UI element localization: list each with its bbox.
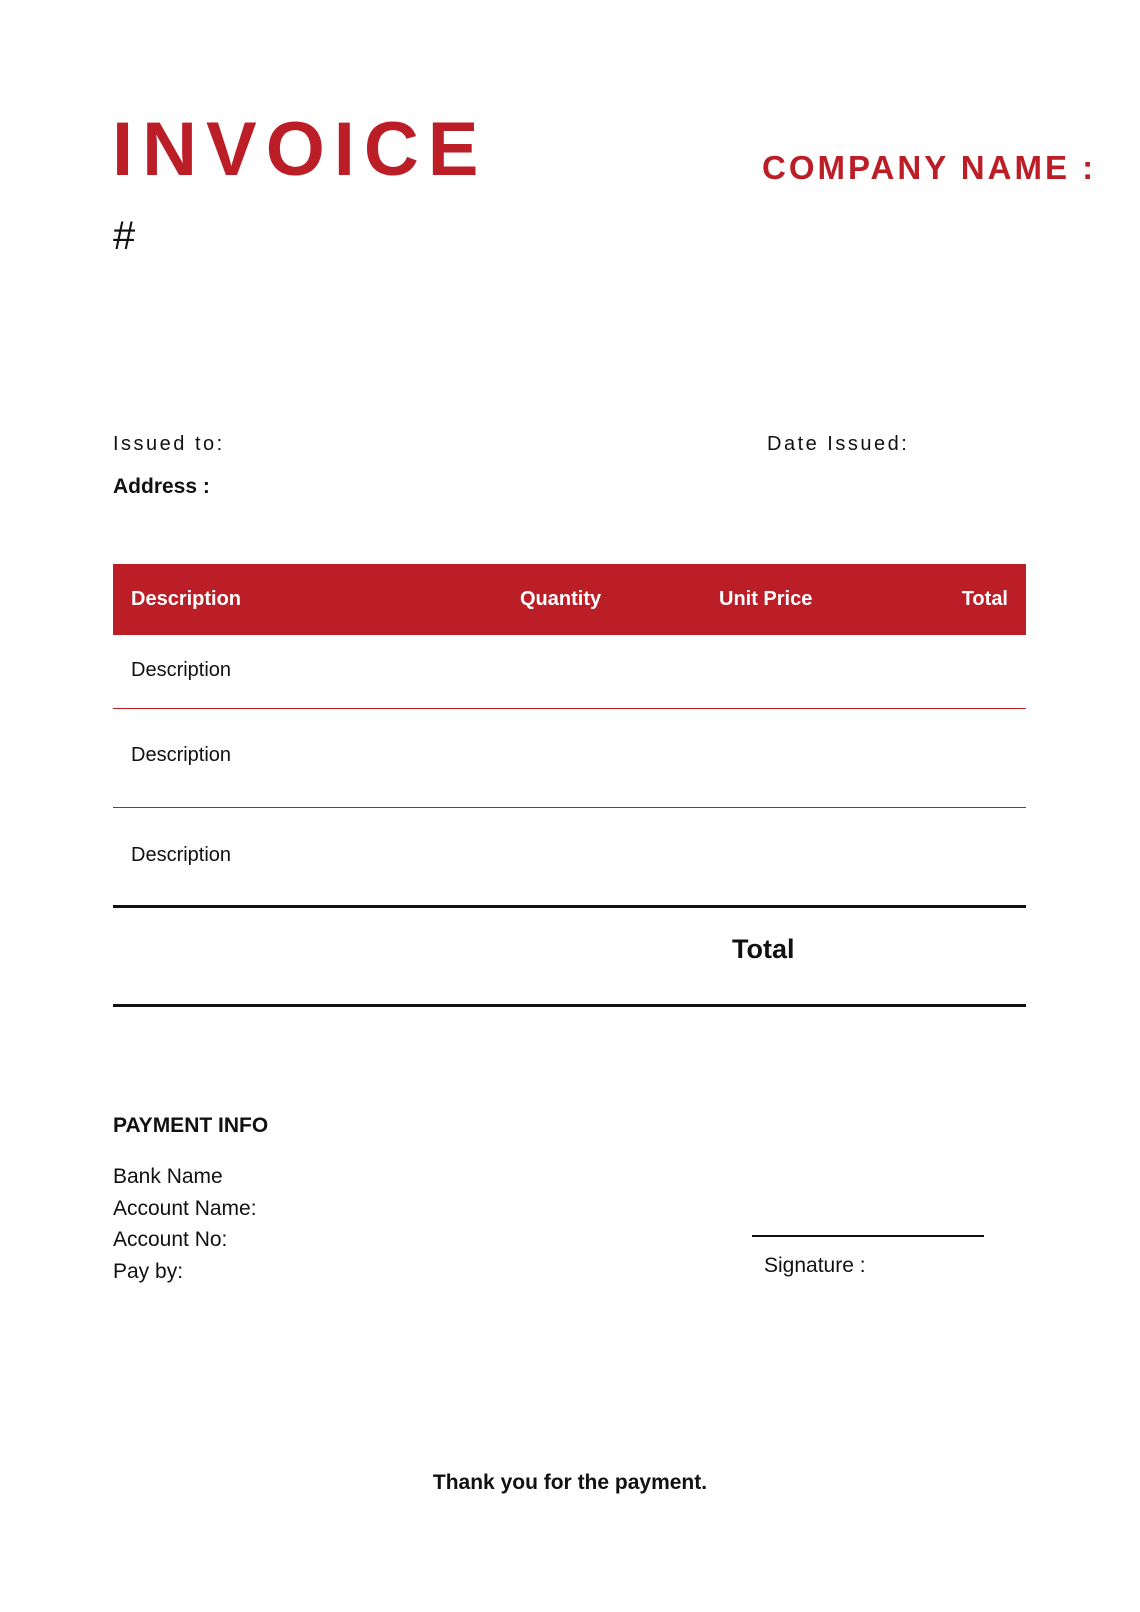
column-header-unit-price: Unit Price: [719, 588, 813, 610]
table-row-description: Description: [131, 844, 232, 866]
row-divider: [113, 708, 1026, 709]
column-header-total: Total: [961, 588, 1008, 610]
table-header: [113, 564, 1026, 635]
signature-label: Signature :: [764, 1254, 866, 1277]
total-label: Total: [732, 934, 795, 964]
row-divider: [113, 807, 1026, 808]
invoice-title: INVOICE: [112, 107, 488, 192]
bank-name-label: Bank Name: [113, 1165, 223, 1188]
column-header-description: Description: [131, 588, 242, 610]
signature-line: [752, 1235, 984, 1237]
account-no-label: Account No:: [113, 1228, 228, 1251]
thank-you-message: Thank you for the payment.: [432, 1471, 708, 1494]
total-bottom-rule: [113, 1004, 1026, 1007]
company-name-label: COMPANY NAME :: [762, 149, 1097, 186]
column-header-quantity: Quantity: [520, 588, 602, 610]
table-row-description: Description: [131, 744, 232, 766]
table-row-description: Description: [131, 659, 232, 681]
payment-info-heading: PAYMENT INFO: [113, 1114, 269, 1137]
account-name-label: Account Name:: [113, 1197, 257, 1220]
invoice-number-label: #: [113, 214, 136, 258]
issued-to-label: Issued to:: [113, 433, 225, 455]
pay-by-label: Pay by:: [113, 1260, 184, 1283]
total-top-rule: [113, 905, 1026, 908]
address-label: Address :: [113, 475, 210, 498]
date-issued-label: Date Issued:: [767, 433, 910, 455]
